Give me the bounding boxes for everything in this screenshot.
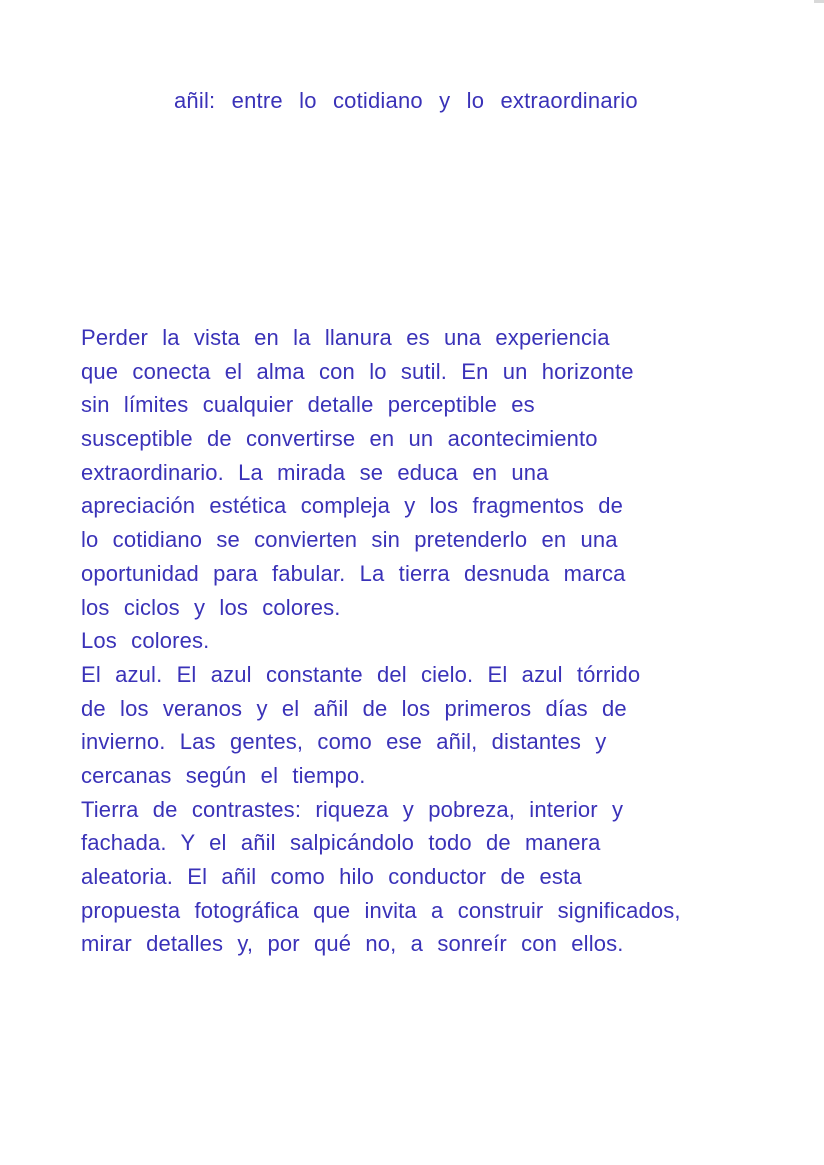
text-line: apreciación estética compleja y los fragmentos de: [81, 493, 624, 519]
text-line: invierno. Las gentes, como ese añil, distantes y: [81, 729, 607, 755]
text-line: los ciclos y los colores.: [81, 594, 341, 620]
text-line: sin límites cualquier detalle perceptible es: [81, 392, 535, 418]
text-line: fachada. Y el añil salpicándolo todo de manera: [81, 830, 601, 856]
text-line: de los veranos y el añil de los primeros días de: [81, 695, 627, 721]
text-line: oportunidad para fabular. La tierra desnuda marca: [81, 560, 626, 586]
text-line: que conecta el alma con lo sutil. En un horizonte: [81, 358, 634, 384]
text-line: extraordinario. La mirada se educa en una: [81, 459, 549, 485]
text-line: lo cotidiano se convierten sin pretenderlo en una: [81, 527, 618, 553]
text-line: aleatoria. El añil como hilo conductor de esta: [81, 864, 582, 889]
text-line: Tierra de contrastes: riqueza y pobreza, interior y: [81, 796, 624, 822]
text-line: propuesta fotográfica que invita a construir significados,: [81, 897, 681, 923]
text-line: Los colores.: [81, 628, 210, 654]
text-line: mirar detalles y, por qué no, a sonreír con ellos.: [81, 931, 624, 957]
body-paragraph: [81, 321, 801, 961]
text-line: cercanas según el tiempo.: [81, 762, 366, 788]
text-line: Perder la vista en la llanura es una experiencia: [81, 325, 610, 350]
page-corner-mark: [814, 0, 824, 3]
text-line: El azul. El azul constante del cielo. El azul tórrido: [81, 661, 641, 687]
text-line: susceptible de convertirse en un acontecimiento: [81, 426, 598, 452]
document-title: añil: entre lo cotidiano y lo extraordinario: [174, 88, 638, 113]
